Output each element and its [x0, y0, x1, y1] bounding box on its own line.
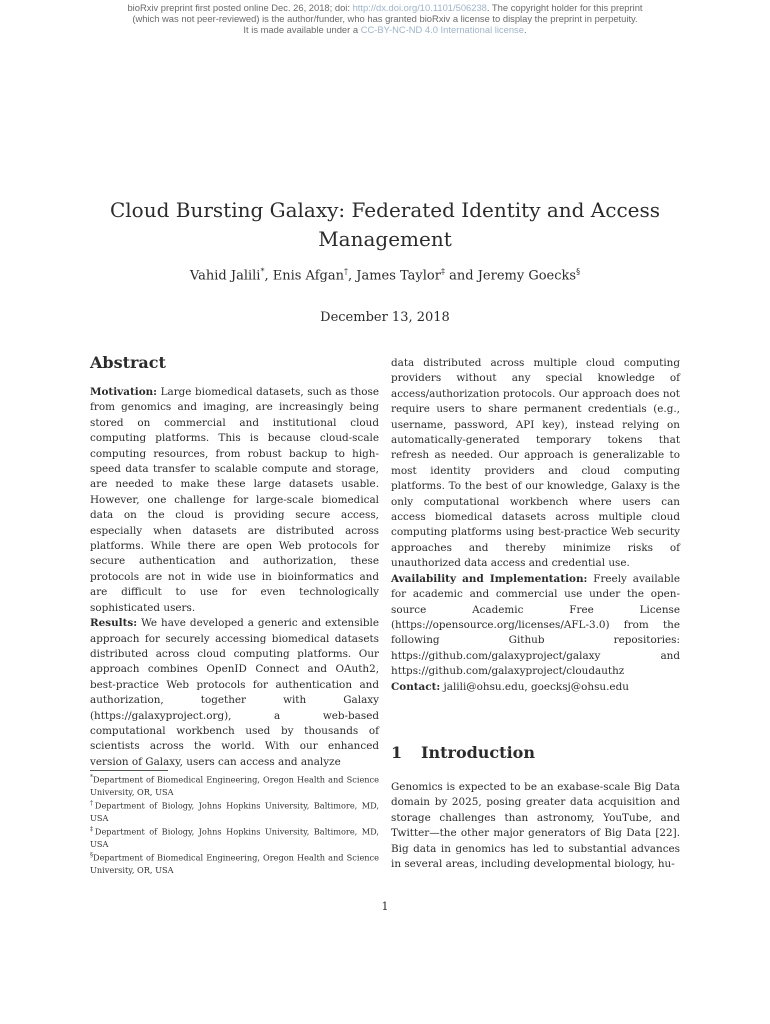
footnote — [90, 850, 379, 876]
contact-text: jalili@ohsu.edu, goecksj@ohsu.edu — [440, 680, 629, 693]
paper-date: December 13, 2018 — [320, 310, 450, 325]
footnote — [90, 824, 379, 850]
page-number: 1 — [381, 900, 389, 913]
section-title: Introduction — [421, 743, 535, 762]
author-name: Enis Afgan — [272, 268, 344, 284]
introduction-heading — [391, 743, 535, 762]
author-mark: † — [343, 267, 348, 276]
biorxiv-banner — [0, 2, 770, 35]
footnote-mark: ‡ — [90, 826, 95, 834]
author-list — [90, 267, 680, 283]
paper-title: Cloud Bursting Galaxy: Federated Identity and Access Management — [109, 198, 661, 251]
author-separator: and — [444, 268, 478, 284]
author-name: James Taylor — [356, 268, 441, 284]
banner-text: . — [523, 24, 527, 35]
introduction-text: Genomics is expected to be an exabase-scale Big Data domain by 2025, posing greater data acquisition and storage challenges than astronomy, YouTube, and Twitter—the other major generators of Big Data [22]. Big data in genomics has led to substantial advances in several areas, including developmental biology, hu- — [391, 781, 680, 871]
banner-line-3 — [0, 24, 770, 35]
availability-text: Freely available for academic and commercial use under the open-source Academic Free License (https://opensource.org/licenses/AFL-3.0) from the following Github repositories: https://github.com/galaxyproject/galaxy and https://github.com/galaxyproject/cloudauthz — [391, 572, 680, 678]
motivation-paragraph — [90, 385, 379, 616]
footnotes — [90, 772, 379, 877]
author-mark: § — [576, 267, 581, 276]
banner-text: . The copyright holder for this preprint — [486, 2, 643, 13]
footnote — [90, 772, 379, 798]
banner-text: bioRxiv preprint first posted online Dec. 26, 2018; doi: — [127, 2, 353, 13]
footnote-text: Department of Biology, Johns Hopkins University, Baltimore, MD, USA — [90, 827, 379, 850]
author-separator: , — [347, 268, 357, 284]
doi-link[interactable]: http://dx.doi.org/10.1101/506238 — [352, 2, 487, 13]
footnote — [90, 798, 379, 824]
author-mark: ‡ — [440, 267, 445, 276]
results-continuation: data distributed across multiple cloud computing providers without any special knowledge of access/authorization protocols. Our approach does not require users to share permanent credentials (e.g., username, password, API key), instead relying on automatically-generated temporary tokens that refresh as needed. Our approach is generalizable to most identity providers and cloud computing platforms. To the best of our knowledge, Galaxy is the only computational workbench where users can access biomedical datasets across multiple cloud computing platforms using best-practice Web security approaches and thereby minimize risks of unauthorized data access and credential use. — [391, 357, 680, 570]
author-separator: , — [264, 268, 273, 284]
results-text-left: We have developed a generic and extensible approach for securely accessing biomedical datasets distributed across cloud computing platforms. Our approach combines OpenID Connect and OAuth2, best-practice Web protocols for authentication and authorization, together with Galaxy (https://galaxyproject.org), a web-based computational workbench used by thousands of scientists across the world. With our enhanced version of Galaxy, users can access and analyze — [90, 617, 379, 768]
availability-paragraph — [391, 572, 680, 680]
motivation-text: Large biomedical datasets, such as those from genomics and imaging, are increasingly being stored on commercial and institutional cloud computing platforms. This is because cloud-scale computing resources, from robust backup to high-speed data transfer to scalable compute and storage, are needed to make these large datasets usable. However, one challenge for large-scale biomedical data on the cloud is providing secure access, especially when datasets are distributed across platforms. While there are open Web protocols for secure authentication and authorization, these protocols are not in wide use in bioinformatics and are difficult to use for even technologically sophisticated users. — [90, 386, 379, 614]
footnote-text: Department of Biology, Johns Hopkins University, Baltimore, MD, USA — [90, 800, 379, 824]
availability-label: Availability and Implementation: — [391, 572, 588, 585]
banner-line-2: (which was not peer-reviewed) is the author/funder, who has granted bioRxiv a license to display the preprint in perpetuity. — [132, 13, 638, 24]
contact-label: Contact: — [391, 680, 441, 693]
results-paragraph — [90, 616, 379, 770]
author-mark: * — [260, 267, 265, 276]
footnote-mark: † — [90, 800, 95, 808]
footnote-mark: § — [90, 852, 93, 860]
abstract-column-right — [391, 356, 680, 695]
banner-text: It is made available under a — [243, 24, 361, 35]
banner-line-1 — [0, 2, 770, 13]
contact-paragraph — [391, 680, 680, 695]
footnote-text: Department of Biomedical Engineering, Oregon Health and Science University, OR, USA — [90, 774, 379, 797]
footnote-rule — [90, 770, 168, 771]
footnote-mark: * — [90, 774, 93, 781]
motivation-label: Motivation: — [90, 386, 158, 398]
results-label: Results: — [90, 617, 138, 630]
abstract-heading: Abstract — [90, 353, 166, 372]
section-number: 1 — [391, 743, 403, 762]
author-name: Vahid Jalili — [189, 268, 261, 284]
license-link[interactable]: CC-BY-NC-ND 4.0 International license — [360, 24, 524, 35]
footnote-text: Department of Biomedical Engineering, Oregon Health and Science University, OR, USA — [90, 853, 379, 876]
author-name: Jeremy Goecks — [477, 268, 577, 284]
abstract-column-left — [90, 385, 379, 770]
